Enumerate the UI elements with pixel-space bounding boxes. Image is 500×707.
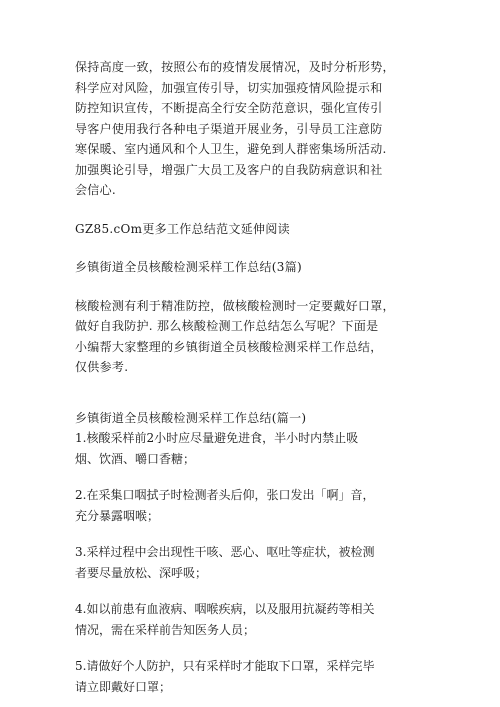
list-item: [75, 599, 430, 640]
document-page: [75, 57, 430, 697]
list-item: [75, 428, 430, 469]
summary-line: 小编帮大家整理的乡镇街道全员核酸检测采样工作总结，: [75, 339, 383, 354]
list-item-line: 者要尽量放松、深呼吸；: [75, 565, 208, 580]
list-item-line: 4.如以前患有血液病、咽喉疾病，以及服用抗凝药等相关: [75, 602, 375, 616]
article-title: [75, 408, 430, 429]
list-item: [75, 485, 430, 526]
promo-line: GZ85.cOm更多工作总结范文延伸阅读: [75, 221, 290, 236]
intro-line: 科学应对风险，加强宣传引导，切实加强疫情风险提示和: [75, 80, 383, 95]
intro-line: 保持高度一致，按照公布的疫情发展情况，及时分析形势，: [75, 60, 395, 74]
summary-line: 核酸检测有利于精准防控，做核酸检测时一定要戴好口罩，: [75, 298, 395, 313]
intro-line: 导客户使用我行各种电子渠道开展业务，引导员工注意防: [75, 121, 383, 136]
list-item-line: 烟、饮酒、嚼口香糖；: [75, 451, 196, 466]
article-title-text: 乡镇街道全员核酸检测采样工作总结(篇一): [75, 410, 307, 425]
list-item-line: 1.核酸采样前2小时应尽量避免进食，半小时内禁止吸: [75, 431, 359, 445]
list-item-line: 3.采样过程中会出现性干咳、恶心、呕吐等症状，被检测: [75, 545, 375, 559]
list-item: [75, 656, 430, 697]
summary-line: 做好自我防护. 那么核酸检测工作总结怎么写呢？下面是: [75, 319, 379, 333]
summary-line: 仅供参考.: [75, 360, 129, 374]
list-item-line: 充分暴露咽喉；: [75, 508, 160, 523]
list-item-line: 5.请做好个人防护，只有采样时才能取下口罩，采样完毕: [75, 659, 375, 673]
list-item: [75, 542, 430, 583]
intro-line: 防控知识宣传，不断提高全行安全防范意识，强化宣传引: [75, 101, 383, 115]
intro-line: 寒保暖、室内通风和个人卫生，避免到人群密集场所活动.: [75, 142, 387, 156]
intro-paragraph: [75, 57, 430, 201]
list-item-line: 情况，需在采样前告知医务人员；: [75, 622, 256, 637]
list-item-line: 请立即戴好口罩；: [75, 679, 172, 694]
intro-line: 加强舆论引导，增强广大员工及客户的自我防病意识和社: [75, 162, 383, 177]
intro-line: 会信心.: [75, 183, 117, 197]
collection-title-text: 乡镇街道全员核酸检测采样工作总结(3篇): [75, 260, 302, 274]
promo-link-text: [75, 219, 430, 240]
summary-paragraph: [75, 296, 430, 378]
collection-title: [75, 257, 430, 278]
list-item-line: 2.在采集口咽拭子时检测者头后仰，张口发出「啊」音，: [75, 488, 375, 502]
